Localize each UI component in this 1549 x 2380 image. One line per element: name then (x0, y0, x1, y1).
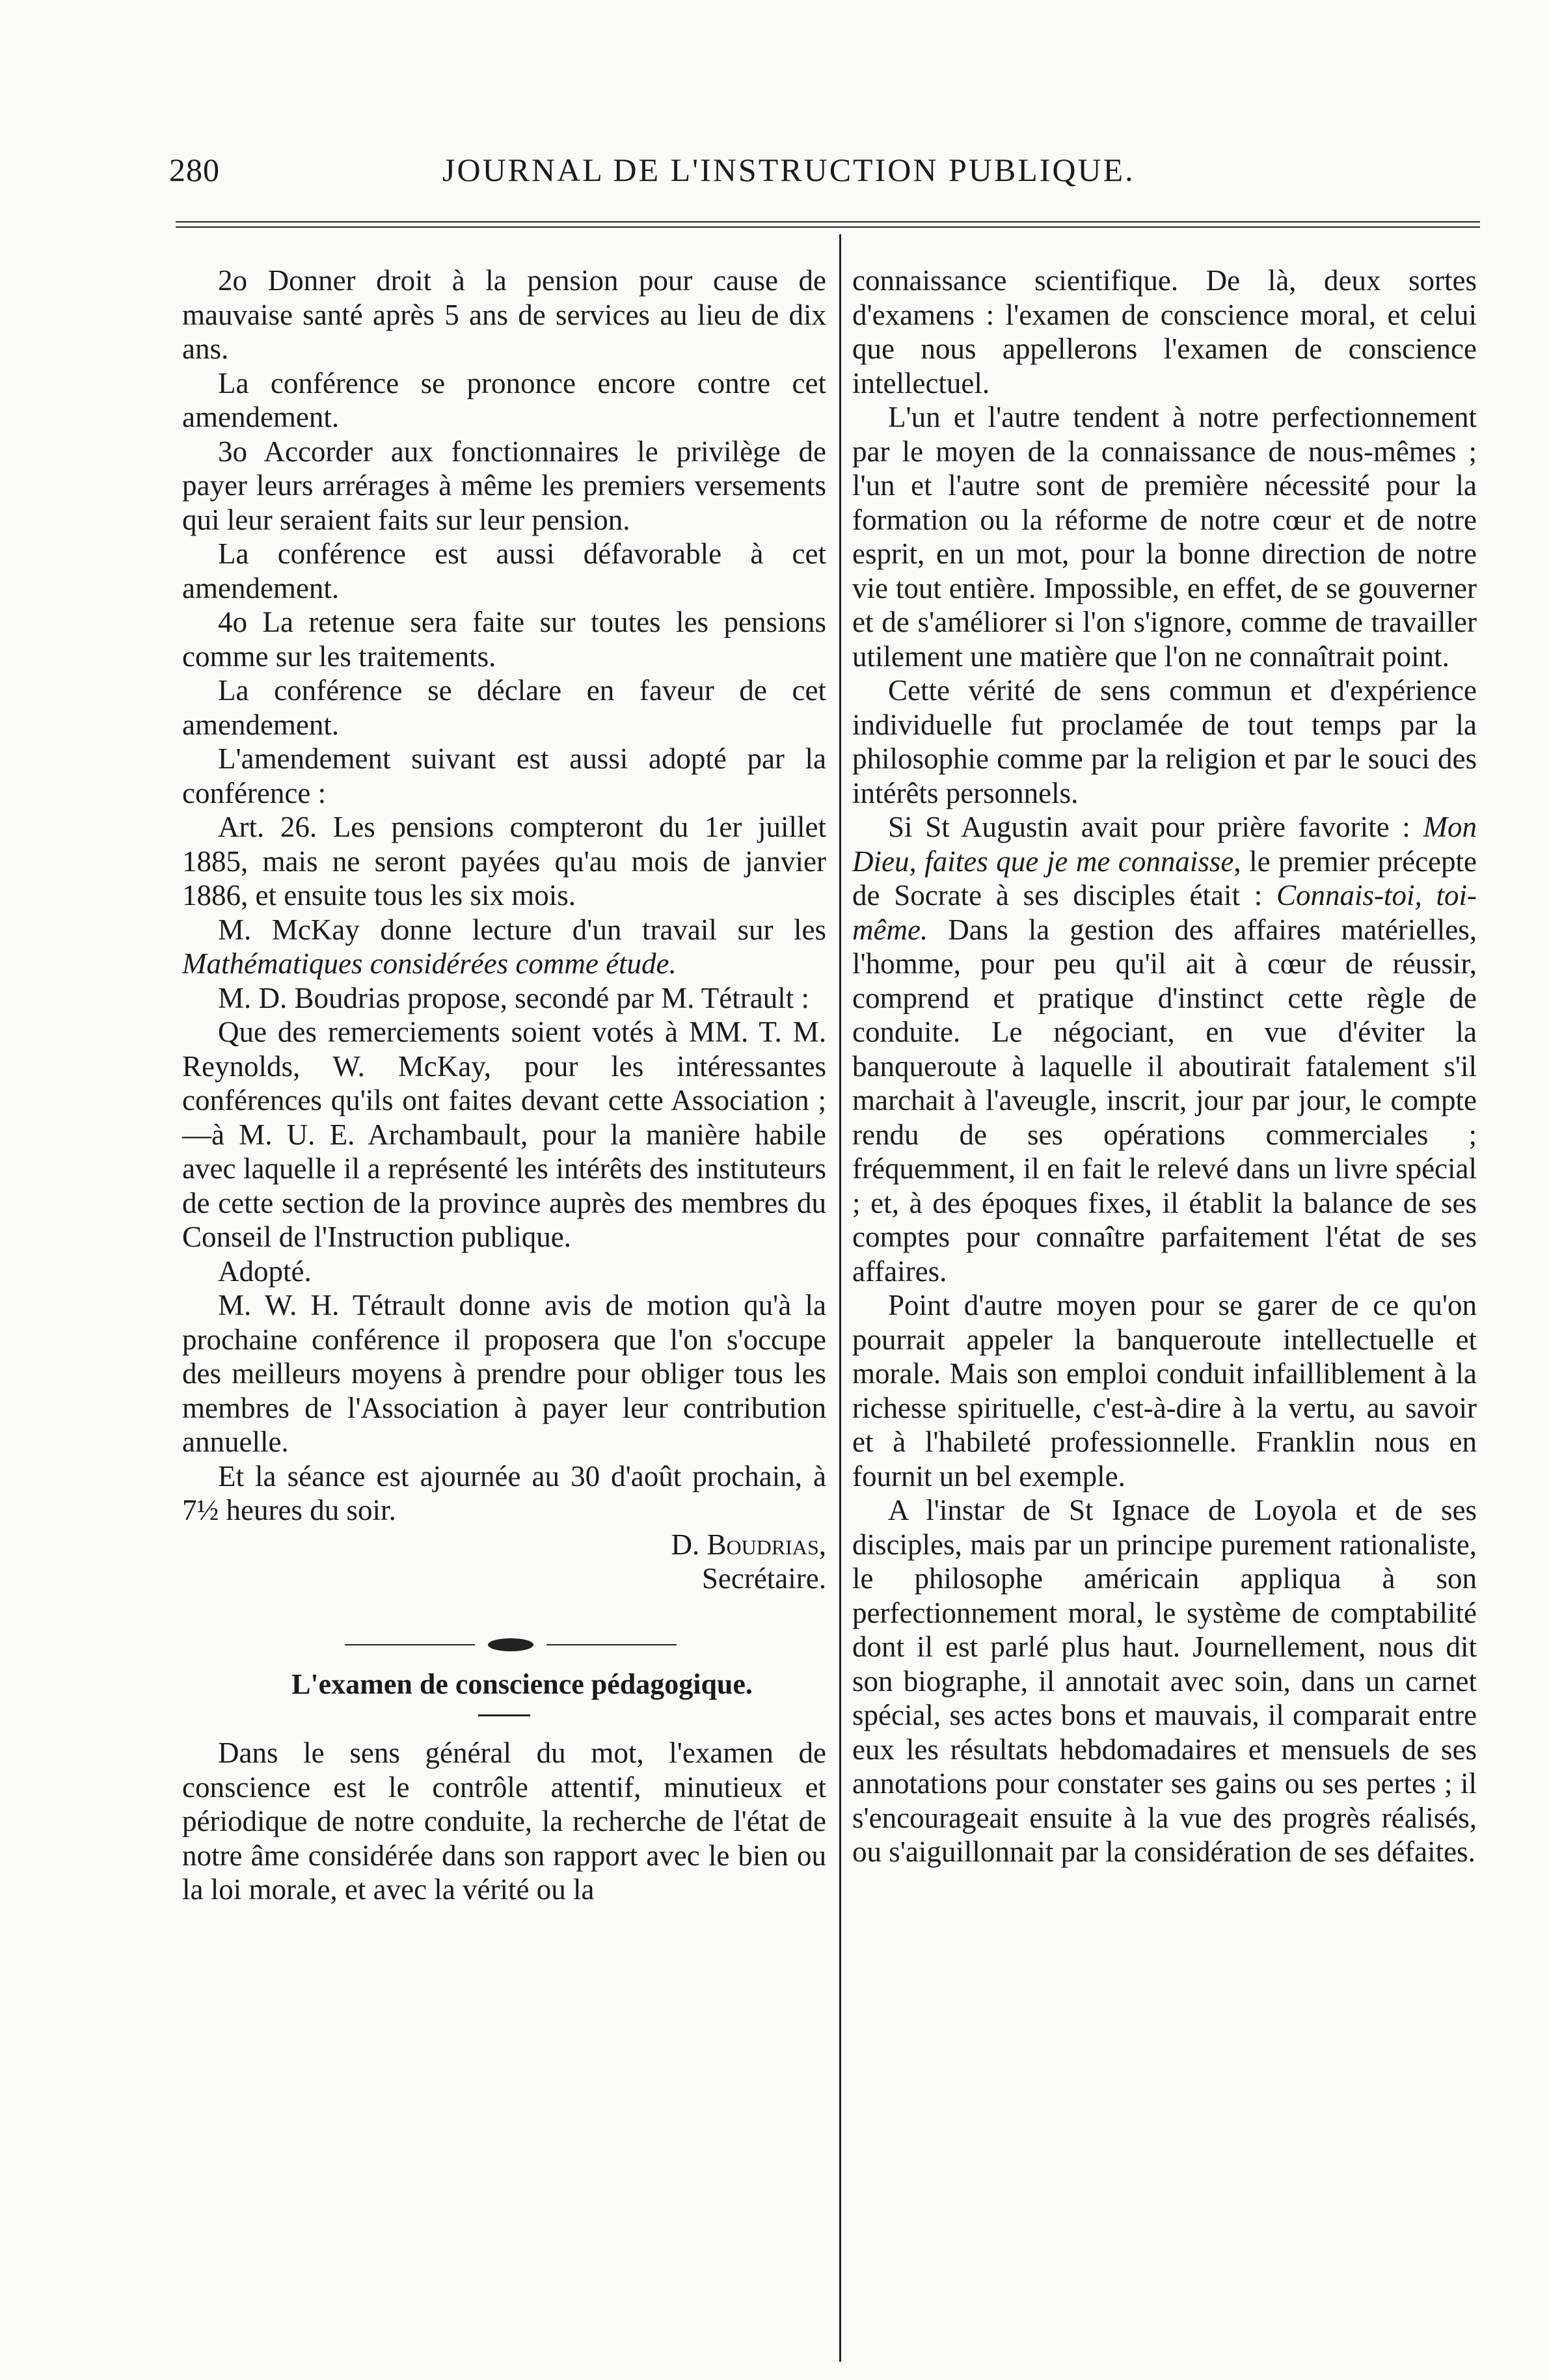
paragraph: connaissance scientifique. De là, deux sortes d'examens : l'examen de conscience moral, et celui que nous appellerons l'examen de conscience intellectuel. (852, 264, 1477, 399)
paragraph: Que des remerciements soient votés à MM. T. M. Reynolds, W. McKay, pour les intéressantes conférences qu'ils ont faites devant cette Association ;—à M. U. E. Archambault, pour la manière habile avec laquelle il a représenté les intérêts des instituteurs de cette section de la province auprès des membres du Conseil de l'Instruction publique. (182, 1016, 826, 1253)
paragraph: Point d'autre moyen pour se garer de ce qu'on pourrait appeler la banqueroute intellectuelle et morale. Mais son emploi conduit infailliblement à la richesse spirituelle, c'est-à-dire à la vertu, au savoir et à l'habileté professionnelle. Franklin nous en fournit un bel exemple. (852, 1289, 1477, 1493)
paragraph: 3o Accorder aux fonctionnaires le privilège de payer leurs arrérages à même les premiers versements qui leur seraient faits sur leur pension. (182, 435, 826, 536)
text: Dans la gestion des affaires matérielles, l'homme, pour peu qu'il ait à cœur de réussir, comprend et pratique d'instinct cette règle de conduite. Le négociant, en vue d'éviter la banqueroute à laquelle il aboutirait fatalement s'il marchait à l'aveugle, inscrit, jour par jour, le compte rendu de ses opérations commerciales ; fréquemment, il en fait le relevé dans un livre spécial ; et, à des époques fixes, il établit la balance de ses comptes pour connaître parfaitement l'état de ses affaires. (852, 913, 1477, 1288)
text: Si St Augustin avait pour prière favorite : (888, 811, 1423, 843)
right-column (852, 264, 1477, 1869)
section-ornament (182, 1622, 826, 1668)
section-rule (478, 1714, 530, 1716)
page-number: 280 (169, 152, 220, 188)
signature-title: Secrétaire. (701, 1562, 826, 1595)
paragraph: La conférence se déclare en faveur de cet amendement. (182, 674, 826, 741)
signature-name: D. Boudrias, (671, 1528, 826, 1561)
paragraph: La conférence est aussi défavorable à cet amendement. (182, 537, 826, 604)
paragraph-augustin (852, 810, 1477, 1288)
paragraph: 2o Donner droit à la pension pour cause de mauvaise santé après 5 ans de services au lieu de dix ans. (182, 264, 826, 365)
mckay-text: M. McKay donne lecture d'un travail sur les (218, 913, 826, 946)
paragraph: Art. 26. Les pensions compteront du 1er juillet 1885, mais ne seront payées qu'au mois de janvier 1886, et ensuite tous les six mois. (182, 811, 826, 912)
running-title: JOURNAL DE L'INSTRUCTION PUBLIQUE. (442, 152, 1135, 188)
header-rule (176, 221, 1480, 228)
paragraph: 4o La retenue sera faite sur toutes les pensions comme sur les traitements. (182, 606, 826, 673)
paragraph-mckay (182, 913, 826, 981)
paragraph: A l'instar de St Ignace de Loyola et de ses disciples, mais par un principe purement rationaliste, le philosophe américain appliqua à son perfectionnement moral, le système de comptabilité dont il est parlé plus haut. Journellement, nous dit son biographe, il annotait avec soin, dans un carnet spécial, ses actes bons et mauvais, il comparait entre eux les résultats hebdomadaires et mensuels de ses annotations pour constater ses gains ou ses pertes ; il s'encourageait ensuite à la vue des progrès réalisés, ou s'aiguillonnait par la considération de ses défaites. (852, 1494, 1477, 1868)
ornament-line (546, 1644, 677, 1645)
italic-precept: Connais-toi, toi-même. (852, 879, 1477, 946)
ornament-line (345, 1644, 475, 1645)
ornament-dot (488, 1638, 533, 1651)
left-column (182, 264, 826, 1907)
italic-prayer: Mon Dieu, faites que je me connaisse (852, 811, 1477, 878)
column-divider (839, 234, 841, 2362)
page-header (169, 151, 1236, 203)
paragraph: Et la séance est ajournée au 30 d'août prochain, à 7½ heures du soir. (182, 1459, 826, 1526)
paragraph: La conférence se prononce encore contre cet amendement. (182, 366, 826, 433)
paragraph: L'un et l'autre tendent à notre perfectionnement par le moyen de la connaissance de nous-mêmes ; l'un et l'autre sont de première nécessité pour la formation ou la réforme de notre cœur et de notre esprit, en un mot, pour la bonne direction de notre vie tout entière. Impossible, en effet, de se gouverner et de s'améliorer si l'on s'ignore, comme de travailler utilement une matière que l'on ne connaîtrait point. (852, 401, 1477, 673)
paragraph: Cette vérité de sens commun et d'expérience individuelle fut proclamée de tout temps par la philosophie comme par la religion et par le souci des intérêts personnels. (852, 674, 1477, 809)
paragraph: M. W. H. Tétrault donne avis de motion qu'à la prochaine conférence il proposera que l'on s'occupe des meilleurs moyens à prendre pour obliger tous les membres de l'Association à payer leur contribution annuelle. (182, 1289, 826, 1458)
paragraph: L'amendement suivant est aussi adopté par la conférence : (182, 742, 826, 809)
text: , le premier précepte de Socrate à ses disciples était : (852, 845, 1477, 912)
paragraph: Dans le sens général du mot, l'examen de conscience est le contrôle attentif, minutieux et périodique de notre conduite, la recherche de l'état de notre âme considérée dans son rapport avec le bien ou la loi morale, et avec la vérité ou la (182, 1737, 826, 1906)
mckay-italic: Mathématiques considérées comme étude. (182, 947, 677, 980)
paragraph: Adopté. (218, 1254, 312, 1288)
paragraph: M. D. Boudrias propose, secondé par M. Tétrault : (218, 981, 809, 1014)
section-title: L'examen de conscience pédagogique. (291, 1668, 753, 1700)
